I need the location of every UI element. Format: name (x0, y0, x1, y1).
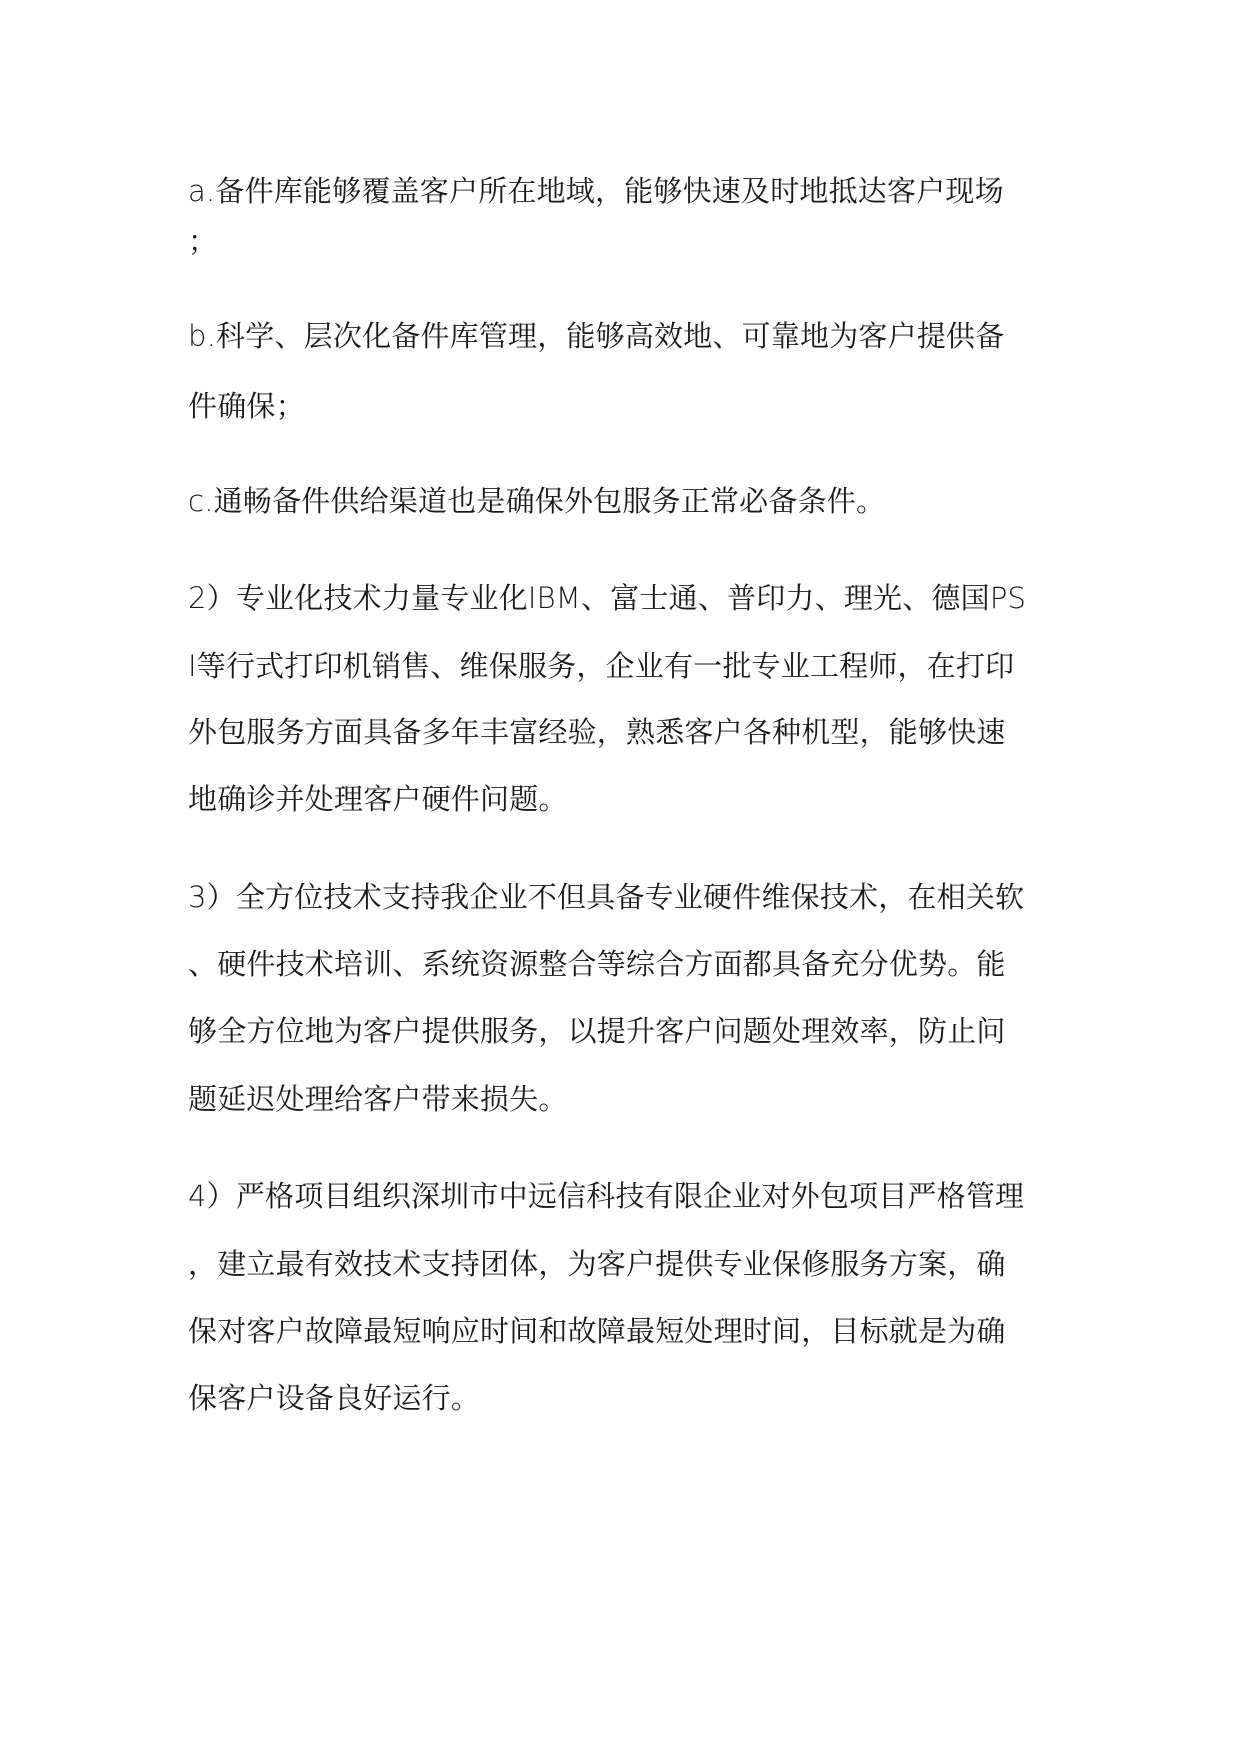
paragraph-4-line-3: 保对客户故障最短响应时间和故障最短处理时间，目标就是为确 (188, 1314, 1006, 1348)
paragraph-3-line-4: 题延迟处理给客户带来损失。 (188, 1082, 568, 1116)
paragraph-3-line-2: 、硬件技术培训、系统资源整合等综合方面都具备充分优势。能 (188, 947, 1006, 981)
paragraph-2-line-4: 地确诊并处理客户硬件问题。 (188, 782, 568, 816)
paragraph-a-line-2: ； (188, 224, 218, 258)
paragraph-a-line-1: a.备件库能够覆盖客户所在地域，能够快速及时地抵达客户现场 (188, 174, 1004, 208)
paragraph-4-line-1: 4）严格项目组织深圳市中远信科技有限企业对外包项目严格管理 (188, 1179, 1025, 1213)
paragraph-4-line-2: ，建立最有效技术支持团体，为客户提供专业保修服务方案，确 (188, 1247, 1006, 1281)
paragraph-c-line-1: c.通畅备件供给渠道也是确保外包服务正常必备条件。 (188, 484, 886, 518)
paragraph-2-line-2: I等行式打印机销售、维保服务，企业有一批专业工程师，在打印 (188, 649, 1015, 683)
paragraph-3-line-3: 够全方位地为客户提供服务，以提升客户问题处理效率，防止问 (188, 1014, 1006, 1048)
paragraph-2-line-1: 2）专业化技术力量专业化IBM、富士通、普印力、理光、德国PS (188, 581, 1027, 615)
paragraph-2-line-3: 外包服务方面具备多年丰富经验，熟悉客户各种机型，能够快速 (188, 715, 1006, 749)
paragraph-4-line-4: 保客户设备良好运行。 (188, 1381, 481, 1415)
paragraph-b-line-2: 件确保； (188, 389, 305, 423)
paragraph-3-line-1: 3）全方位技术支持我企业不但具备专业硬件维保技术，在相关软 (188, 880, 1025, 914)
paragraph-b-line-1: b.科学、层次化备件库管理，能够高效地、可靠地为客户提供备 (188, 319, 1005, 353)
